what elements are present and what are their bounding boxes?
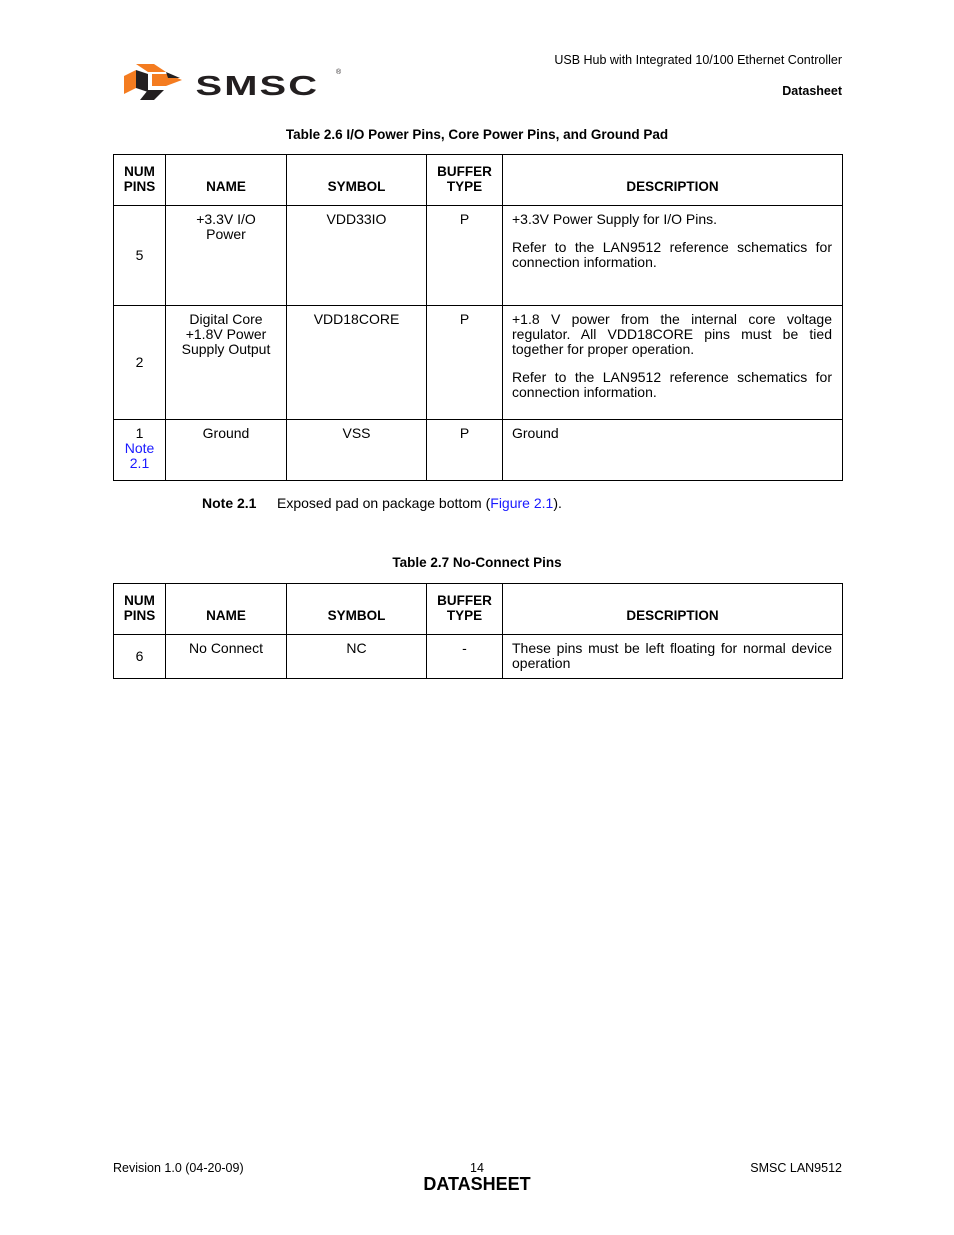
document-title: USB Hub with Integrated 10/100 Ethernet Controller (554, 53, 842, 67)
cell-num-pins: 5 (114, 206, 166, 306)
header-description: DESCRIPTION (503, 155, 843, 206)
note-link[interactable]: Note 2.1 (124, 440, 155, 471)
logo-emblem-dark-a (136, 70, 148, 92)
cell-description: Ground (503, 420, 843, 481)
table1-caption: Table 2.6 I/O Power Pins, Core Power Pins, and Ground Pad (285, 127, 669, 142)
cell-description (503, 206, 843, 306)
description-paragraph: +1.8 V power from the internal core voltage regulator. All VDD18CORE pins must be tied together for proper operation. (512, 311, 832, 357)
cell-symbol: VSS (287, 420, 427, 481)
table2 (113, 583, 843, 679)
header-description: DESCRIPTION (503, 584, 843, 635)
header-symbol: SYMBOL (287, 584, 427, 635)
header-buffer-type: BUFFER TYPE (427, 584, 503, 635)
logo-registered: ® (336, 69, 342, 76)
footer-datasheet-label: DATASHEET (423, 1174, 531, 1194)
footer-revision: Revision 1.0 (04-20-09) (113, 1161, 244, 1175)
header-num-pins: NUM PINS (114, 584, 166, 635)
table-row (114, 306, 843, 420)
description-paragraph: +3.3V Power Supply for I/O Pins. (512, 211, 718, 227)
footer-product: SMSC LAN9512 (750, 1161, 842, 1175)
figure-link[interactable]: Figure 2.1 (490, 495, 554, 511)
cell-num-pins: 1 Note 2.1 (114, 420, 166, 481)
note-label: Note 2.1 (202, 495, 257, 511)
cell-name: Ground (166, 420, 287, 481)
description-paragraph: Refer to the LAN9512 reference schematics for connection information. (512, 239, 832, 270)
table2-header-row (114, 584, 843, 635)
header-name: NAME (166, 584, 287, 635)
cell-symbol: VDD18CORE (287, 306, 427, 420)
table1 (113, 154, 843, 481)
footer-page-number: 14 (470, 1161, 484, 1175)
table1-header-row (114, 155, 843, 206)
logo-emblem-left (124, 70, 136, 94)
cell-description: These pins must be left floating for normal device operation (503, 635, 843, 679)
cell-symbol: NC (287, 635, 427, 679)
description-paragraph: Refer to the LAN9512 reference schematics for connection information. (512, 369, 832, 400)
cell-name: +3.3V I/O Power (166, 206, 287, 306)
table-row (114, 420, 843, 481)
logo-emblem-top (136, 64, 166, 72)
header-buffer-type: BUFFER TYPE (427, 155, 503, 206)
logo-emblem-dark-c (166, 72, 180, 78)
cell-buffer-type: P (427, 206, 503, 306)
cell-name: Digital Core +1.8V Power Supply Output (166, 306, 287, 420)
note-text-end: ). (553, 495, 562, 511)
cell-buffer-type: P (427, 306, 503, 420)
logo-emblem-right (152, 74, 182, 86)
header-symbol: SYMBOL (287, 155, 427, 206)
document-subtitle: Datasheet (782, 84, 842, 98)
note-text: Exposed pad on package bottom ( (277, 495, 491, 511)
table-row (114, 206, 843, 306)
smsc-logo (122, 62, 352, 102)
logo-wordmark: SMSC (195, 71, 320, 102)
cell-symbol: VDD33IO (287, 206, 427, 306)
header-num-pins: NUM PINS (114, 155, 166, 206)
cell-name: No Connect (166, 635, 287, 679)
table-row (114, 635, 843, 679)
table2-caption: Table 2.7 No-Connect Pins (392, 555, 562, 570)
table-note (202, 495, 562, 511)
cell-description (503, 306, 843, 420)
cell-num-pins: 6 (114, 635, 166, 679)
cell-buffer-type: - (427, 635, 503, 679)
logo-emblem-dark-b (140, 90, 164, 100)
header-name: NAME (166, 155, 287, 206)
cell-num-pins: 2 (114, 306, 166, 420)
cell-buffer-type: P (427, 420, 503, 481)
